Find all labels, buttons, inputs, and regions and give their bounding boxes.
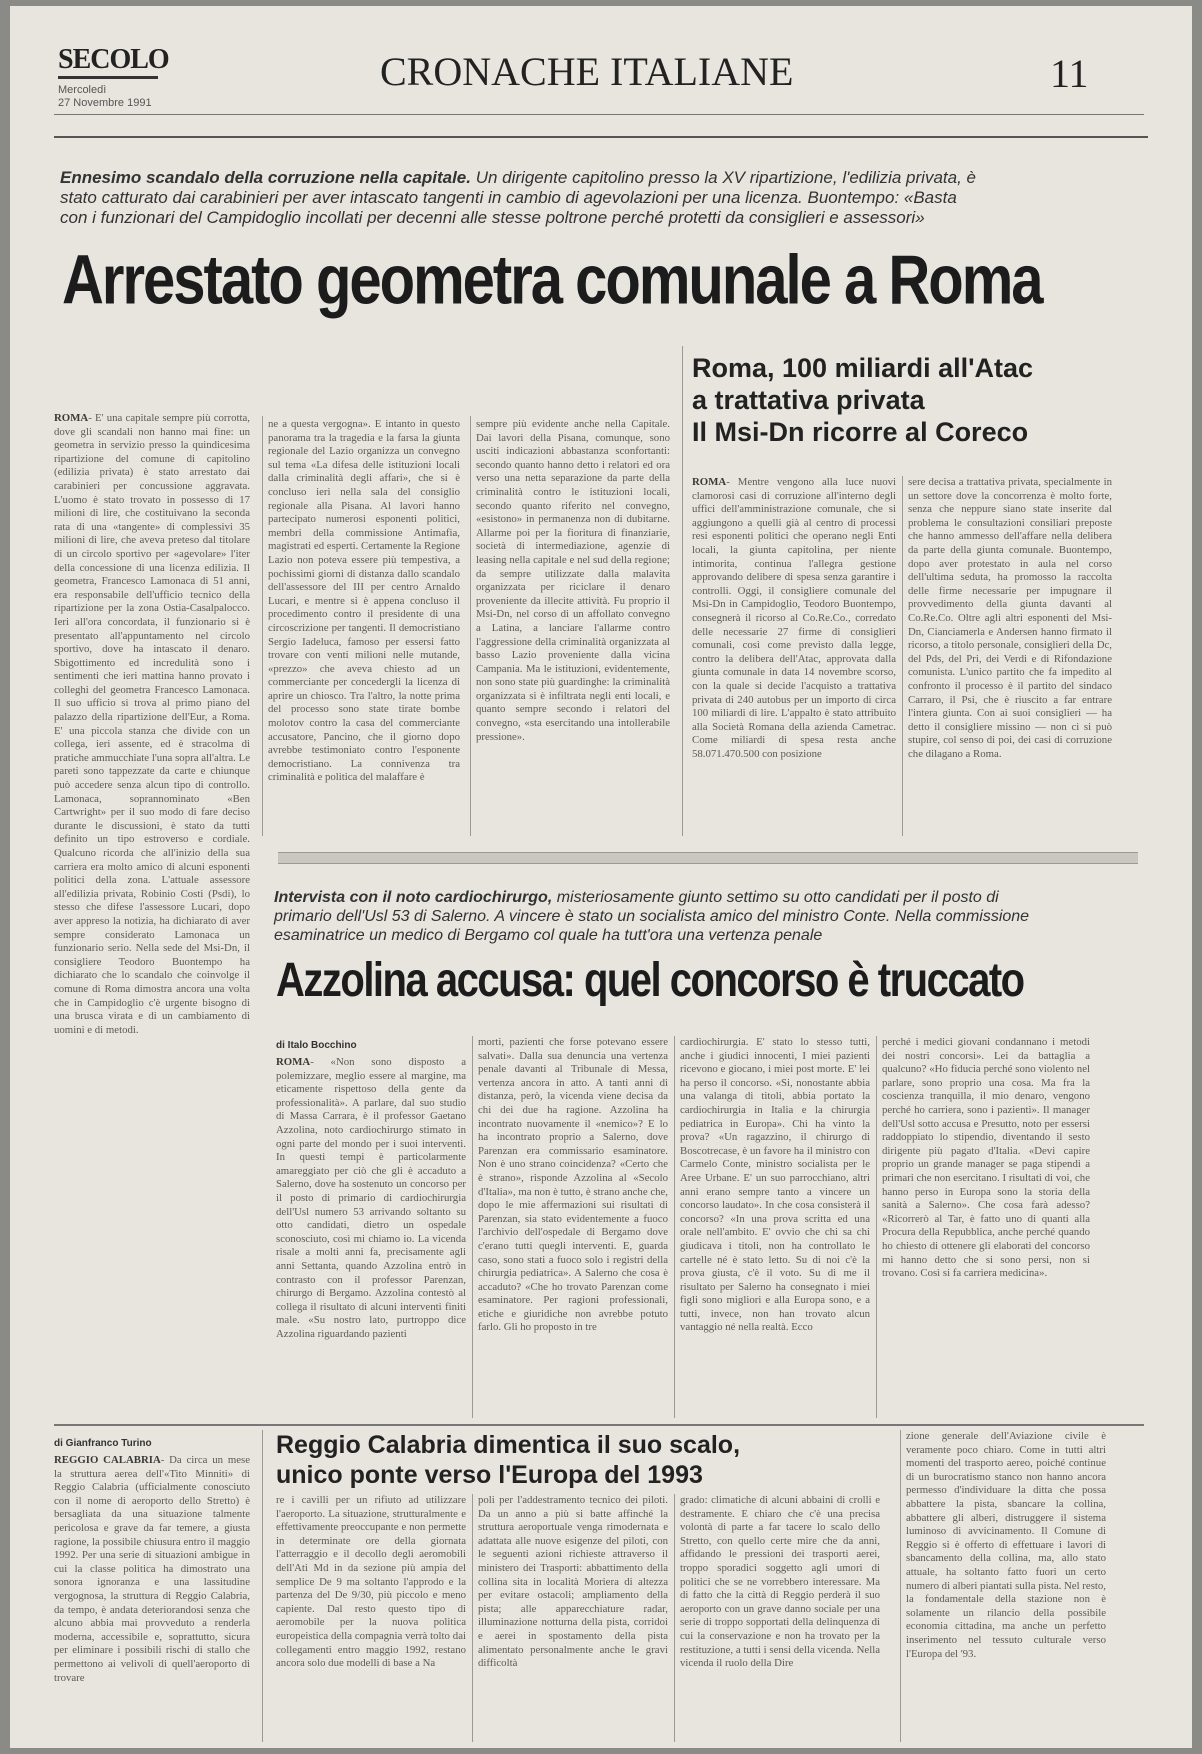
azzolina-column-3 <box>680 1036 870 1416</box>
atac-column-1 <box>692 476 896 836</box>
page-number: 11 <box>1050 51 1089 96</box>
main-dateline: ROMA <box>54 412 89 424</box>
main-column-3 <box>476 418 670 834</box>
masthead-date <box>58 84 152 110</box>
atac-headline-line1: Roma, 100 miliardi all'Atac <box>692 353 1034 383</box>
atac-dateline: ROMA <box>692 476 727 488</box>
reggio-column-1 <box>276 1494 466 1742</box>
azzolina-column-4 <box>882 1036 1090 1416</box>
azzolina-col3-text: cardiochirurgia. E' stato lo stesso tutti, anche i giudici innocenti, I miei pazienti ricevono e giocano, i miei post morte. E' lei ha perso il concorso. «Si, nonostante abbia una valanga di titoli, abbia portato la cardiochirurgia in Italia e la chirurgia pediatrica in Europa». Chi ha vinto la prova? «Un ragazzino, il chirurgo di Boscotrecase, è un favore ha il ministro con Carmelo Conte, ministro socialista per le Aree Urbane. E' un suo parrocchiano, altri anni erano sempre tanto a vincere un concorso laudato». In che cosa consisterà il concorso? «In una prova scritta ed una orale nell'ambito. E' ovvio che chi sa chi giudicava i titoli, non ha controllato le cartelle né è stato letto. Su di noi c'è la prova giusta, c'è il voto. Su di me il risultato per Salerno ha consegnato i miei figli sono migliori e alla Europa sono, e a tutti, invece, non han trovato alcun vantaggio né nella realtà. Ecco <box>680 1036 870 1334</box>
main-column-2 <box>268 418 460 834</box>
section-separator <box>278 852 1138 864</box>
article-top-rule <box>54 136 1148 138</box>
atac-col1-text: - Mentre vengono alla luce nuovi clamorosi casi di corruzione all'interno degli uffici dell'amministrazione comunale, che si aggiungono a quelli già al centro di processi resi esponenti politici che operano negli Enti locali, la giunta capitolina, per niente intimorita, continua l'allegra gestione approvando delibere di spesa senza garantire i controlli. Oggi, il consigliere comunale del Msi-Dn in Campidoglio, Teodoro Buontempo, consegnerà il ricorso al Co.Re.Co., corredato delle necessarie 27 firme di consiglieri comunali, così come previsto dalla legge, contro la delibera dell'Atac, approvata dalla giunta comunale in data 14 novembre scorso, con la quale si decide l'acquisto a trattativa privata di 240 autobus per un importo di circa 100 miliardi di lire. L'appalto è stato attribuito alla Società Romana della azienda Cametrac. Come miliardi di spesa resta anche 58.071.470.500 con posizione <box>692 476 896 760</box>
main-kicker-text: Un dirigente capitolino presso la XV ripartizione, l'edilizia privata, è stato catturato dai carabinieri per aver intascato tangenti in cambio di agevolazioni per una licenza. Buontempo: «Basta con i funzionari del Campidoglio incollati per decenni alle stesse poltrone perché protetti da consiglieri e assessori» <box>60 168 976 227</box>
column-divider <box>682 346 683 836</box>
atac-col2-text: sere decisa a trattativa privata, specialmente in un settore dove la concorrenza è molto forte, senza che neppure siano state inserite dal problema le consultazioni consiliari preposte che hanno ammesso dell'affare nella delibera da parte della giunta comunale. Buontempo, dopo aver protestato in aula nel corso dell'ultima seduta, ha promosso la raccolta delle firme necessarie per impugnare il provvedimento della giunta davanti al Co.Re.Co. Oltre agli altri esponenti del Msi-Dn, Cianciamerla e Andersen hanno firmato il ricorso, a titolo personale, consiglieri della Dc, del Pds, del Pri, dei Verdi e di Rifondazione comunista. L'unico partito che fa impedito al confronto il processo è il partito del sindaco Carraro, il Psi, che è riuscito a far entrare l'intera giunta. Con ai suoi consiglieri — ha detto il consigliere missino — non ci si può stupire, col senso di poi, dei casi di corruzione che dilagano a Roma. <box>908 476 1112 760</box>
header-rule <box>54 114 1144 115</box>
azzolina-column-1 <box>276 1056 466 1416</box>
column-divider <box>902 476 903 836</box>
date-full: 27 Novembre 1991 <box>58 97 152 109</box>
main-kicker-lead: Ennesimo scandalo della corruzione nella capitale. <box>60 168 471 187</box>
azzolina-kicker-lead: Intervista con il noto cardiochirurgo, <box>274 889 553 906</box>
column-divider <box>674 1036 675 1418</box>
column-divider <box>876 1036 877 1418</box>
reggio-column-3 <box>680 1494 880 1742</box>
masthead-logo: SECOLO <box>58 44 169 75</box>
masthead-underline <box>58 76 158 79</box>
reggio-col4-text: zione generale dell'Aviazione civile è veramente poco chiaro. Come in tutti altri momenti del trasporto aereo, poiché continue di un burocratismo stanco non hanno ancora permesso d'individuare la ditta che possa abbattere la pista, sbancare la collina, abbattere gli alberi, distruggere il sistema luminoso di avvicinamento. Il Comune di Reggio si è offerto di effettuare i lavori di sbancamento della collina, ma, allo stato attuale, ha soltanto fatto fuori un certo numero di alberi piantati sulla pista. Nel resto, la fondamentale della stazione non è solamente un rilancio della possibile economia cittadina, ma anche un perfetto inserimento nel tessuto culturale verso l'Europa del '93. <box>906 1430 1106 1660</box>
main-column-1 <box>54 412 250 1422</box>
azzolina-dateline: ROMA <box>276 1056 311 1068</box>
column-divider <box>472 1036 473 1418</box>
column-divider <box>674 1494 675 1742</box>
azzolina-column-2 <box>478 1036 668 1416</box>
atac-column-2 <box>908 476 1112 836</box>
azzolina-kicker <box>274 888 1034 945</box>
section-title: CRONACHE ITALIANE <box>380 49 794 94</box>
column-divider <box>262 416 263 836</box>
main-col3-text: sempre più evidente anche nella Capitale. Dai lavori della Pisana, comunque, sono usciti indicazioni abbastanza sconfortanti: secondo quanto hanno detto i relatori ed ora verso una netta separazione da parte della criminalità contro le istituzioni locali, secondo quanto riferito nel convegno, «esistono» in permanenza non di dubitarne. Allarme poi per la fioritura di finanziarie, società di intermediazione, agenzie di leasing nella capitale e nel sud della regione; da sempre utilizzate dalla malavita organizzata per riciclare il denaro proveniente da illecite attività. Fu proprio il Msi-Dn, nel corso di un affollato convegno a Latina, a lanciare l'allarme contro l'aggressione della criminalità organizzata al basso Lazio proveniente dalla vicina Campania. Ma le istituzioni, evidentemente, non sono state più guardinghe: la criminalità organizzata si è infiltrata negli enti locali, e quanto sempre secondo i relatori del convegno, «sta esercitando una intollerabile pressione». <box>476 418 670 743</box>
column-divider <box>900 1430 901 1742</box>
reggio-top-rule <box>54 1424 1144 1426</box>
newspaper-page <box>10 6 1192 1748</box>
main-col1-text: - E' una capitale sempre più corrotta, dove gli scandali non hanno mai fine: un geometra in servizio presso la quindicesima ripartizione del comune di capitolino (edilizia privata) è stato arrestato dai carabinieri per concussione aggravata. L'uomo è stato trovato in possesso di 17 milioni di lire, che costituivano la seconda rata di una «tangente» di complessivi 35 milioni di lire, che aveva preteso dal titolare di un circolo sportivo per «agevolare» l'iter della concessione di una licenza edilizia. Il geometra, Francesco Lamonaca di 51 anni, era responsabile dell'ufficio tecnico della ripartizione per la zona Ostia-Casalpalocco. Ieri all'ora concordata, il funzionario si è presentato all'appuntamento nel circolo sportivo, dove ha intascato il denaro. Sbigottimento ed incredulità sono i sentimenti che ieri mattina hanno provato i colleghi del geometra Francesco Lamonaca. Il suo ufficio si trova al primo piano del palazzo della ripartizione dell'Eur, a Roma. E' una piccola stanza che divide con un collega, ieri assente, ed è stracolma di pratiche ammucchiate l'una sopra all'altra. Le pareti sono tappezzate da carte e chiunque può accedere senza alcun tipo di controllo. Lamonaca, soprannominato «Ben Cartwright» per il suo modo di fare deciso durante le discussioni, è stato da tutti definito un tipo estroverso e cordiale. Qualcuno ricorda che all'inizio della sua carriera era molto amico di alcuni esponenti politici della zona. L'attuale assessore all'edilizia privata, Robinio Costi (Psdi), lo stesso che difese l'assessore Lucari, dopo aver appreso la notizia, ha dichiarato di aver sempre considerato Lamonaca un funzionario serio. Nella sede del Msi-Dn, il consigliere Teodoro Buontempo ha dichiarato che lo scandalo che coinvolge il comune di Roma dimostra ancora una volta che in Campidoglio c'è urgente bisogno di una brusca virata e di un cambiamento di uomini e di metodi. <box>54 412 250 1036</box>
column-divider <box>472 1494 473 1742</box>
main-headline: Arrestato geometra comunale a Roma <box>62 241 1042 320</box>
main-col2-text: ne a questa vergogna». E intanto in questo panorama tra la tragedia e la farsa la giunta regionale del Lazio organizza un convegno sul tema «La difesa delle istituzioni locali dalla criminalità degli affari», che si è concluso ieri nella sala del consiglio regionale alla Pisana. Al lavori hanno partecipato numerosi esponenti politici, membri della commissione Antimafia, magistrati ed esperti. Certamente la Regione Lazio non poteva essere più tempestiva, a pochissimi giorni di distanza dallo scandalo dell'assessore del III per centro Arnaldo Lucari, e mentre si è appena concluso il procedimento contro il presidente di una circoscrizione per tangenti. Il democristiano Sergio Iadeluca, famoso per essersi fatto trovare con venti milioni nelle mutande, «prezzo» che aveva chiesto ad un commerciante per concedergli la licenza di aprire un chiosco. Tra l'altro, la notte prima del processo sono state tirate bombe molotov contro la casa del commerciante accusatore, Pancino, che il giorno dopo avrebbe testimoniato contro l'esponente democristiano. La connivenza tra criminalità e politica del malaffare è <box>268 418 460 784</box>
main-kicker <box>60 168 980 228</box>
reggio-column-0 <box>54 1454 250 1742</box>
azzolina-headline: Azzolina accusa: quel concorso è truccato <box>276 954 1024 1007</box>
azzolina-kicker-text: misteriosamente giunto settimo su otto candidati per il posto di primario dell'Usl 53 di Salerno. A vincere è stato un socialista amico del ministro Conte. Nella commissione esaminatrice un medico di Bergamo col quale ha tutt'ora una vertenza penale <box>274 889 1030 944</box>
azzolina-col4-text: perché i medici giovani condannano i metodi dei nostri concorsi». Lei da battaglia a qualcuno? «Ho fiducia perché sono violento nel parlare, sono proprio una cosa. Ma fra la coscienza tranquilla, il mio denaro, vengono perché ho carriera, sono i pazienti». Il manager dell'Usl sotto accusa e Presutto, noto per essersi raddoppiato lo stipendio, diventando il sesto dirigente più pagato d'Italia. «Devi capire proprio un grande manager se paga stipendi a primari che non esercitano. I risultati di voi, che hanno perso in Europa sono la storia della sanità a Salerno». Che cosa farà adesso? «Ricorrerò al Tar, è fatto uno di quanti alla Procura della Repubblica, anche perché quando ho chiesto di ottenere gli elaborati del concorso mi hanno detto che si sono persi, non si trovano. Così si fa carriera medicina». <box>882 1036 1090 1280</box>
reggio-headline-line2: unico ponte verso l'Europa del 1993 <box>276 1461 703 1489</box>
reggio-col0-text: - Da circa un mese la struttura aerea dell'«Tito Minniti» di Reggio Calabria (ufficialmente conosciuto con il nome di aeroporto dello Stretto) è bersagliata da una situazione talmente pericolosa e grave da far temere, a giusta ragione, la possibile chiusura entro il maggio 1992. Per una serie di situazioni ambigue in cui la classe politica ha dimostrato una sonora ignoranza e una lassitudine vergognosa, la struttura di Reggio Calabria, da tempo, è andata deteriorandosi senza che alcuno abbia mai provveduto a renderla moderna, accessibile e, soprattutto, sicura per eliminare i possibili rischi di stallo che permettono ai velivoli di quell'aeroporto di trovare <box>54 1454 250 1684</box>
azzolina-byline: di Italo Bocchino <box>276 1040 357 1051</box>
reggio-column-2 <box>478 1494 668 1742</box>
atac-headline <box>692 352 1033 448</box>
date-weekday: Mercoledì <box>58 84 107 96</box>
reggio-col2-text: poli per l'addestramento tecnico dei piloti. Da un anno a più si batte affinché la struttura aeroportuale venga rimodernata e adattata alle nuove esigenze del piloti, con le seguenti azioni richieste attraverso il ministero dei Trasporti: abbattimento della collina sita in località Moriera di altezza per evitare ostacoli; ampliamento della pista; alle apparecchiature radar, illuminazione notturna della pista, corridoi e aerei in spostamento della pista alimentato personalmente anche le gravi difficoltà <box>478 1494 668 1670</box>
atac-headline-line3: Il Msi-Dn ricorre al Coreco <box>692 417 1029 447</box>
column-divider <box>262 1430 263 1742</box>
reggio-col3-text: grado: climatiche di alcuni abbaini di crolli e destramente. E chiaro che c'è una precisa volontà di parte a far tacere lo scalo dello Stretto, con quello certe mire che da anni, affidando le pressioni dei trasporti aerei, troppo sporadici soggetto agli umori di politici che se ne vorrebbero interessare. Ma di fatto che la città di Reggio perderà il suo aeroporto con un grave danno sociale per una serie di troppo sopportati della delinquenza di cui la conservazione e non ha trovato per la restituzione, a tutti i sensi della vicenda. Nella vicenda il ruolo della Dire <box>680 1494 880 1670</box>
reggio-headline-line1: Reggio Calabria dimentica il suo scalo, <box>276 1431 741 1459</box>
reggio-headline <box>276 1430 740 1490</box>
azzolina-col1-text: - «Non sono disposto a polemizzare, meglio essere al margine, ma eticamente rispettoso della gente da professionalità». A parlare, dal suo studio di Massa Carrara, è il professor Gaetano Azzolina, noto cardiochirurgo stimato in ogni parte del mondo per i suoi interventi. In questi tempi è particolarmente amareggiato per ciò che gli è accaduto a Salerno, dove ha sostenuto un concorso per il posto di primario di cardiochirurgia dell'Usl numero 53 arrivando soltanto su otto candidati, dietro un ospedale sconosciuto, così mi chiamo io. La vicenda risale a molti anni fa, precisamente agli anni Settanta, quando Azzolina entrò in contrasto con il professor Parenzan, chirurgo di Bergamo. Azzolina contestò al collega il risultato di alcuni interventi finiti male. «Su nostro lato, purtroppo dice Azzolina riguardando pazienti <box>276 1056 466 1340</box>
reggio-byline: di Gianfranco Turino <box>54 1438 152 1449</box>
reggio-dateline: REGGIO CALABRIA <box>54 1454 161 1466</box>
reggio-column-4 <box>906 1430 1106 1742</box>
atac-headline-line2: a trattativa privata <box>692 385 925 415</box>
column-divider <box>470 416 471 836</box>
azzolina-col2-text: morti, pazienti che forse potevano essere salvati». Dalla sua denuncia una vertenza penale davanti al Tribunale di Messa, vertenza ancora in atto. A tanti anni di distanza, però, la vicenda viene decisa da chi dei due ha ragione. Azzolina ha incontrato nuovamente il «nemico»? E lo ha incontrato proprio a Salerno, dove Parenzan era commissario esaminatore. Non è uno strano coincidenza? «Certo che è strano», risponde Azzolina al «Secolo d'Italia», ma non è tutto, è strano anche che, dopo le mie affermazioni sui risultati di Parenzan, sia stato evidentemente a fuoco l'archivio dell'ospedale di Bergamo dove c'erano tutti quegli interventi. E, guarda caso, sono stati a fuoco solo i registri della chirurgia pediatrica». A Salerno che cosa è accaduto? «Che ho trovato Parenzan come esaminatore. Per ragioni professionali, etiche e giuridiche non avrebbe potuto farlo. Gli ho proposto in tre <box>478 1036 668 1334</box>
reggio-col1-text: re i cavilli per un rifiuto ad utilizzare l'aeroporto. La situazione, strutturalmente e effettivamente preoccupante e non permette in determinate ore della giornata l'atterraggio e il decollo degli aeromobili dell'Ati Md in da sezione più ampia del semplice De 9 ma soltanto l'approdo e la partenza del De 9/30, più piccolo e meno capiente. Dal resto questo tipo di aeromobile per la nuova politica europeistica della compagnia verrà tolto dai collegamenti entro maggio 1992, restano ancora solo due modelli di base a Na <box>276 1494 466 1670</box>
